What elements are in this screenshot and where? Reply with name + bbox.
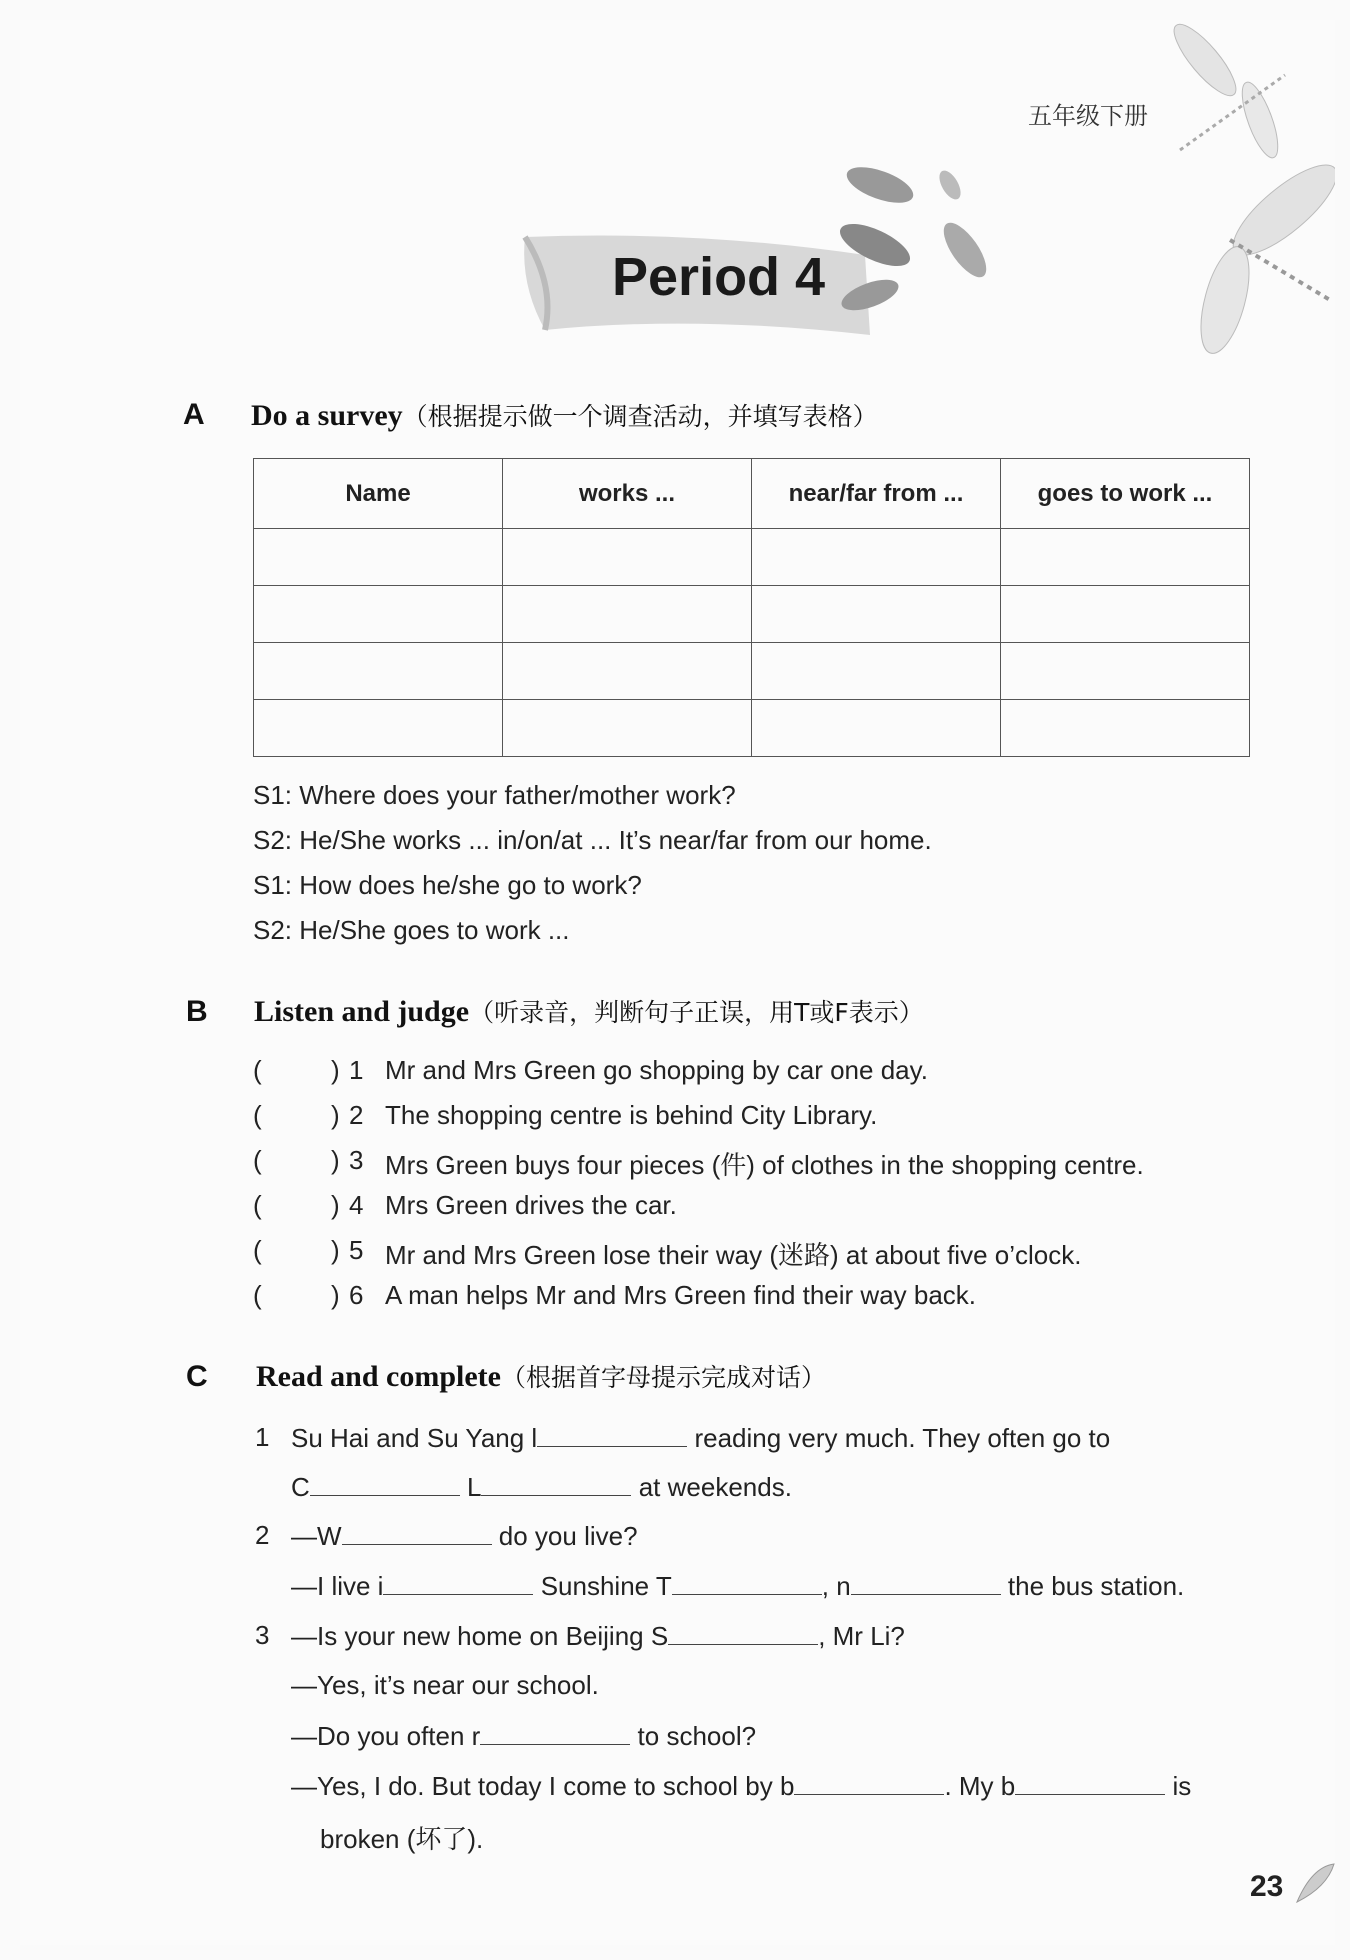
fish-icon bbox=[830, 155, 1010, 325]
table-cell[interactable] bbox=[503, 586, 752, 643]
table-cell[interactable] bbox=[1001, 586, 1250, 643]
item-text: Mrs Green buys four pieces (件) of clothes in the shopping centre. bbox=[385, 1150, 1144, 1180]
table-cell[interactable] bbox=[752, 529, 1001, 586]
item-text: Mr and Mrs Green lose their way (迷路) at about five o’clock. bbox=[385, 1240, 1082, 1270]
column-header: Name bbox=[254, 459, 503, 529]
answer-paren-open[interactable]: ( bbox=[253, 1145, 262, 1175]
question-line bbox=[291, 1520, 638, 1552]
question-line bbox=[291, 1422, 1110, 1454]
table-cell[interactable] bbox=[254, 700, 503, 757]
answer-blank[interactable] bbox=[481, 1471, 631, 1496]
question-text: Su Hai and Su Yang l bbox=[291, 1423, 538, 1453]
table-cell[interactable] bbox=[752, 700, 1001, 757]
column-header: works ... bbox=[503, 459, 752, 529]
section-b-letter: B bbox=[186, 995, 208, 1028]
table-header-row bbox=[254, 459, 1250, 529]
answer-blank[interactable] bbox=[851, 1570, 1001, 1595]
answer-blank[interactable] bbox=[668, 1620, 818, 1645]
question-text: the bus station. bbox=[1007, 1571, 1185, 1601]
section-c-letter: C bbox=[186, 1360, 208, 1393]
item-number: 3 bbox=[349, 1145, 364, 1175]
item-text: Mr and Mrs Green go shopping by car one day. bbox=[385, 1055, 928, 1085]
table-cell[interactable] bbox=[503, 700, 752, 757]
question-text: , Mr Li? bbox=[818, 1621, 905, 1651]
section-a-title: Do a survey bbox=[251, 399, 403, 432]
question-text: —W bbox=[291, 1521, 342, 1551]
answer-blank[interactable] bbox=[794, 1770, 944, 1795]
answer-paren-close: ) bbox=[331, 1235, 340, 1265]
table-cell[interactable] bbox=[752, 643, 1001, 700]
table-cell[interactable] bbox=[1001, 529, 1250, 586]
answer-blank[interactable] bbox=[480, 1720, 630, 1745]
answer-blank[interactable] bbox=[342, 1520, 492, 1545]
table-row bbox=[254, 586, 1250, 643]
question-line bbox=[291, 1570, 1184, 1602]
page-title: Period 4 bbox=[612, 247, 826, 307]
question-number: 3 bbox=[255, 1620, 270, 1650]
section-c-instruction: （根据首字母提示完成对话） bbox=[500, 1363, 826, 1392]
table-cell[interactable] bbox=[1001, 700, 1250, 757]
answer-blank[interactable] bbox=[1015, 1770, 1165, 1795]
table-cell[interactable] bbox=[752, 586, 1001, 643]
question-line: —Yes, it’s near our school. bbox=[291, 1670, 599, 1700]
section-b-instruction: （听录音，判断句子正误，用T或F表示） bbox=[469, 998, 924, 1027]
item-number: 1 bbox=[349, 1055, 364, 1085]
item-text: The shopping centre is behind City Library. bbox=[385, 1100, 878, 1130]
answer-paren-open[interactable]: ( bbox=[253, 1280, 262, 1310]
answer-paren-close: ) bbox=[331, 1055, 340, 1085]
item-text: A man helps Mr and Mrs Green find their way back. bbox=[385, 1280, 977, 1310]
dialogue-line: S2: He/She works ... in/on/at ... It’s near/far from our home. bbox=[253, 825, 932, 855]
question-text: L bbox=[467, 1472, 482, 1502]
dialogue-line: S1: How does he/she go to work? bbox=[253, 870, 642, 900]
answer-paren-close: ) bbox=[331, 1145, 340, 1175]
answer-paren-open[interactable]: ( bbox=[253, 1055, 262, 1085]
question-text: —Do you often r bbox=[291, 1721, 481, 1751]
item-number: 4 bbox=[349, 1190, 364, 1220]
answer-paren-close: ) bbox=[331, 1280, 340, 1310]
question-text: . My b bbox=[944, 1771, 1016, 1801]
table-row bbox=[254, 643, 1250, 700]
table-row bbox=[254, 700, 1250, 757]
item-number: 5 bbox=[349, 1235, 364, 1265]
answer-paren-open[interactable]: ( bbox=[253, 1190, 262, 1220]
question-text: at weekends. bbox=[638, 1472, 792, 1502]
table-cell[interactable] bbox=[503, 529, 752, 586]
question-number: 2 bbox=[255, 1520, 270, 1550]
dragonfly-icon bbox=[1160, 20, 1290, 160]
question-line bbox=[291, 1471, 792, 1503]
item-number: 6 bbox=[349, 1280, 364, 1310]
question-number: 1 bbox=[255, 1422, 270, 1452]
section-c-heading bbox=[256, 1358, 826, 1394]
question-line bbox=[291, 1770, 1191, 1802]
table-cell[interactable] bbox=[254, 529, 503, 586]
question-text: —Yes, I do. But today I come to school by b bbox=[291, 1771, 795, 1801]
question-line: broken (坏了). bbox=[320, 1824, 484, 1854]
question-text: —Is your new home on Beijing S bbox=[291, 1621, 669, 1651]
page-number: 23 bbox=[1250, 1870, 1284, 1903]
column-header: goes to work ... bbox=[1001, 459, 1250, 529]
question-text: Sunshine T bbox=[540, 1571, 672, 1601]
survey-table bbox=[253, 458, 1250, 757]
answer-paren-close: ) bbox=[331, 1100, 340, 1130]
section-c-title: Read and complete bbox=[256, 1360, 501, 1393]
question-text: to school? bbox=[637, 1721, 757, 1751]
table-cell[interactable] bbox=[1001, 643, 1250, 700]
table-row bbox=[254, 529, 1250, 586]
answer-paren-close: ) bbox=[331, 1190, 340, 1220]
table-cell[interactable] bbox=[503, 643, 752, 700]
answer-paren-open[interactable]: ( bbox=[253, 1235, 262, 1265]
question-text: , n bbox=[821, 1571, 851, 1601]
section-b-title: Listen and judge bbox=[254, 995, 470, 1028]
question-text: is bbox=[1172, 1771, 1192, 1801]
question-line bbox=[291, 1720, 756, 1752]
section-a-heading bbox=[251, 397, 878, 433]
column-header: near/far from ... bbox=[752, 459, 1001, 529]
answer-blank[interactable] bbox=[383, 1570, 533, 1595]
answer-blank[interactable] bbox=[310, 1471, 460, 1496]
question-line bbox=[291, 1620, 905, 1652]
item-number: 2 bbox=[349, 1100, 364, 1130]
leaf-icon bbox=[1292, 1862, 1337, 1907]
item-text: Mrs Green drives the car. bbox=[385, 1190, 677, 1220]
section-a-instruction: （根据提示做一个调查活动，并填写表格） bbox=[402, 402, 878, 431]
table-cell[interactable] bbox=[254, 586, 503, 643]
table-cell[interactable] bbox=[254, 643, 503, 700]
question-text: —I live i bbox=[291, 1571, 384, 1601]
section-b-heading bbox=[254, 993, 924, 1029]
section-a-letter: A bbox=[183, 398, 205, 431]
grade-label: 五年级下册 bbox=[1028, 102, 1148, 130]
answer-blank[interactable] bbox=[672, 1570, 822, 1595]
question-text: reading very much. They often go to bbox=[694, 1423, 1111, 1453]
dialogue-line: S1: Where does your father/mother work? bbox=[253, 780, 736, 810]
dialogue-line: S2: He/She goes to work ... bbox=[253, 915, 570, 945]
answer-blank[interactable] bbox=[537, 1422, 687, 1447]
question-text: do you live? bbox=[498, 1521, 638, 1551]
dragonfly-icon bbox=[1165, 150, 1335, 360]
answer-paren-open[interactable]: ( bbox=[253, 1100, 262, 1130]
question-text: C bbox=[291, 1472, 310, 1502]
